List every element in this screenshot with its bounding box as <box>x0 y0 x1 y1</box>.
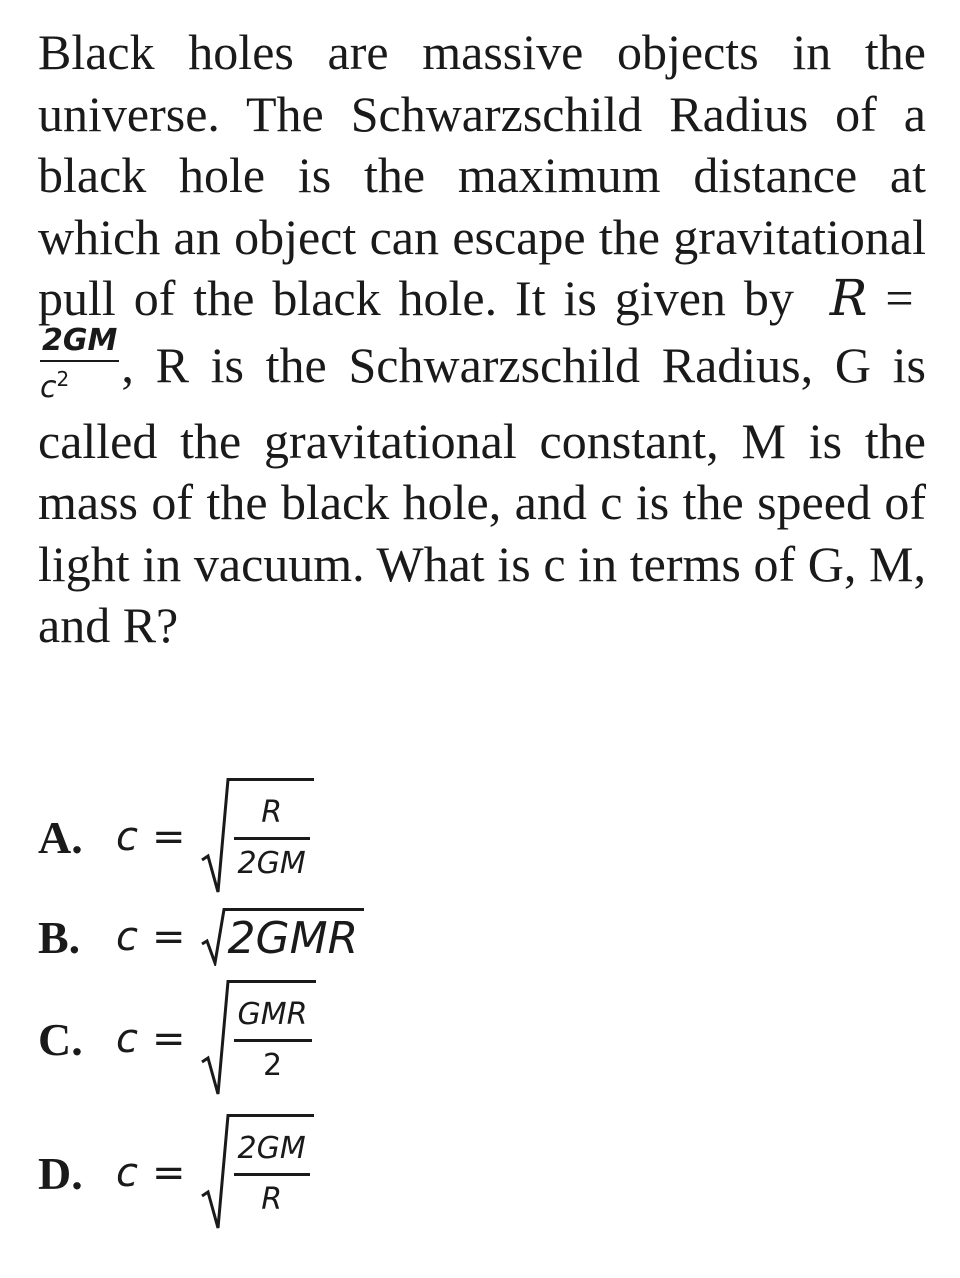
option-d-radicand <box>230 1114 314 1232</box>
option-c-fraction-bar <box>234 1039 312 1042</box>
option-b-radicand: 2GMR <box>226 908 365 966</box>
option-a[interactable] <box>38 778 314 896</box>
option-d-fraction-bar <box>234 1173 310 1176</box>
option-a-denominator: 2GM <box>237 845 306 881</box>
option-a-fraction-bar <box>234 837 310 840</box>
formula-numerator: 2GM <box>40 324 119 362</box>
option-d-fraction <box>234 1129 310 1220</box>
option-a-lhs: c <box>116 814 138 860</box>
formula-equals: = <box>885 270 914 326</box>
option-c-radicand <box>230 980 316 1098</box>
sqrt-sign-icon <box>200 908 226 966</box>
option-a-letter: A. <box>38 811 83 863</box>
option-a-sqrt <box>200 778 314 896</box>
option-d-denominator: R <box>261 1181 283 1217</box>
option-b-sqrt <box>200 908 365 966</box>
option-d-letter: D. <box>38 1147 83 1199</box>
option-c-numerator: GMR <box>237 997 308 1033</box>
option-c[interactable] <box>38 980 316 1098</box>
option-a-radicand <box>230 778 314 896</box>
option-a-fraction <box>234 793 310 884</box>
option-c-fraction <box>234 995 312 1086</box>
option-c-sqrt <box>200 980 316 1098</box>
question-text <box>38 22 926 657</box>
formula-den-base: c <box>40 369 57 405</box>
option-b-equals: = <box>152 914 186 960</box>
option-c-denominator: 2 <box>262 1047 283 1083</box>
option-b[interactable] <box>38 908 364 966</box>
option-d-sqrt <box>200 1114 314 1232</box>
option-c-lhs: c <box>116 1016 138 1062</box>
option-d[interactable] <box>38 1114 314 1232</box>
question-rest: , R is the Schwarzschild Radius, G is called the gravitational constant, M is the mass of the black hole, and c is the speed of light in vacuum. What is c in terms of G, M, and R? <box>38 336 926 653</box>
formula-denominator <box>40 362 119 405</box>
sqrt-sign-icon <box>200 1114 230 1232</box>
option-d-lhs: c <box>116 1150 138 1196</box>
option-b-letter: B. <box>38 911 81 963</box>
formula-den-exponent: 2 <box>56 366 70 391</box>
option-d-equals: = <box>152 1150 186 1196</box>
option-c-equals: = <box>152 1016 186 1062</box>
option-b-lhs: c <box>116 914 138 960</box>
option-a-numerator: R <box>261 795 283 831</box>
question-intro: Black holes are massive objects in the universe. The Schwarzschild Radius of a black hole is the maximum distance at which an object can escape the gravitational pull of the black hole. It is given by <box>38 24 926 326</box>
formula-lhs: R <box>829 269 868 327</box>
option-d-numerator: 2GM <box>237 1131 306 1167</box>
option-c-letter: C. <box>38 1013 83 1065</box>
sqrt-sign-icon <box>200 778 230 896</box>
formula-fraction <box>40 324 119 405</box>
option-a-equals: = <box>152 814 186 860</box>
sqrt-sign-icon <box>200 980 230 1098</box>
